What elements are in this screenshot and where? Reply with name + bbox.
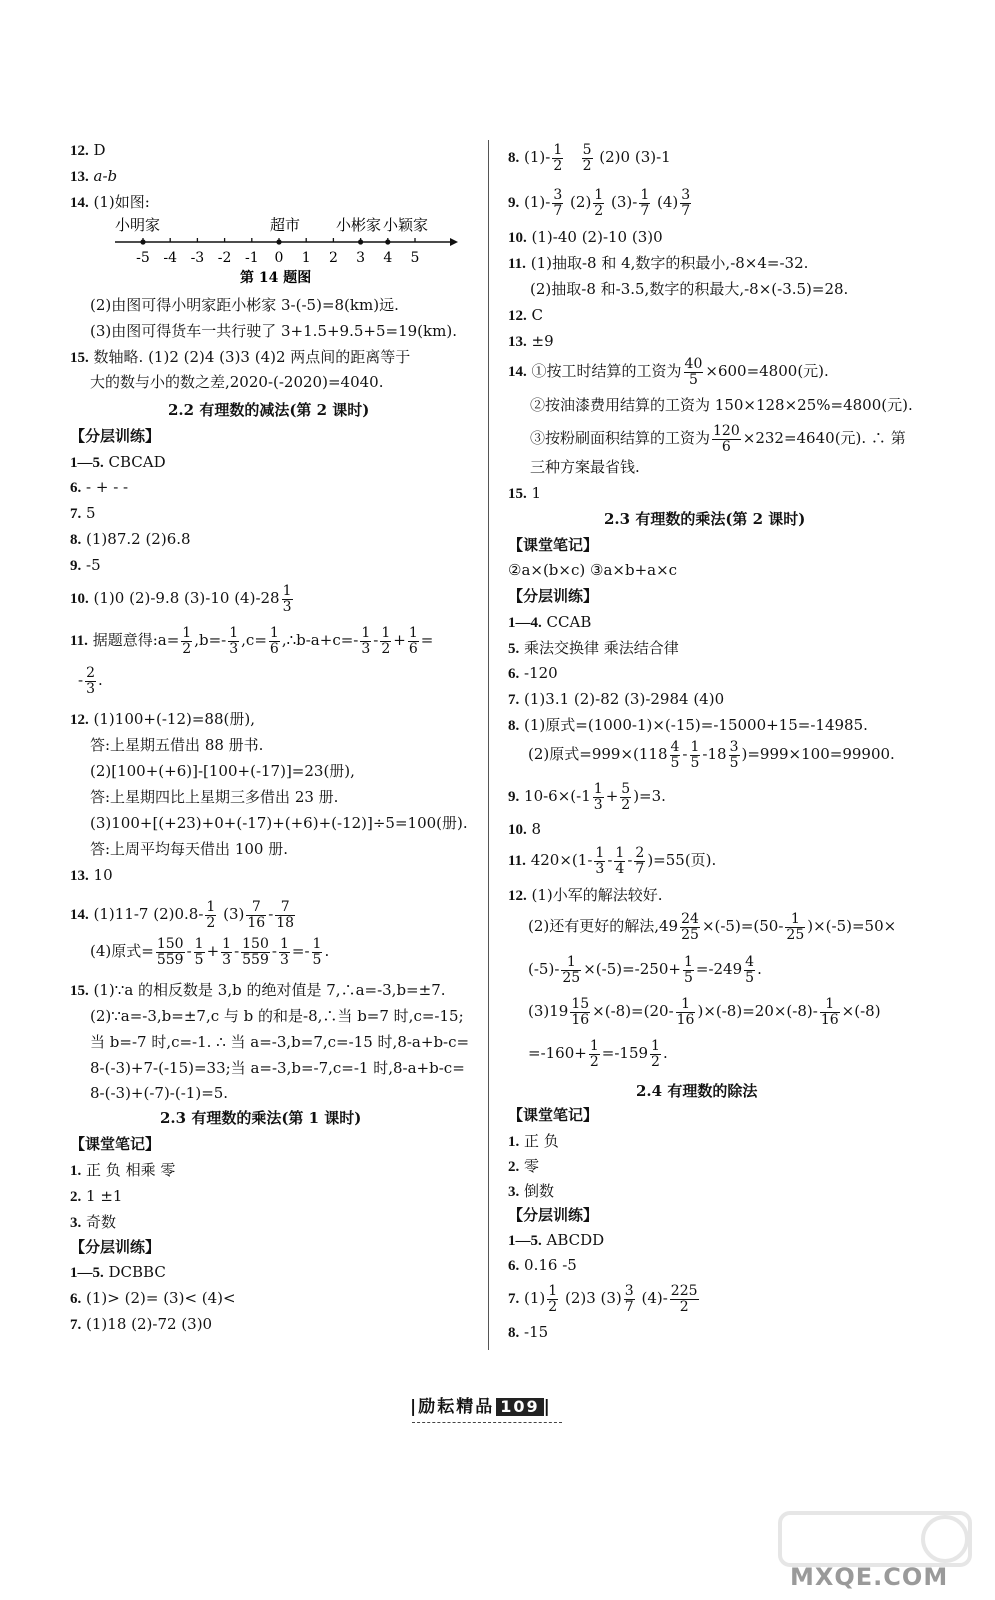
answer-12-line3: (2)[100+(+6)]-[100+(-17)]=23(册), (90, 762, 355, 780)
fraction: $\frac{1}{3}$ (282, 583, 292, 615)
section-2-4-title: 2.4 有理数的除法 (636, 1082, 758, 1100)
answer-15-line2: (2)∵a=-3,b=±7,c 与 b 的和是-8,∴当 b=7 时,c=-15; (90, 1007, 464, 1025)
layered-training-label-2: 【分层训练】 (70, 1238, 161, 1256)
fraction: $\frac{2}{7}$ (635, 845, 645, 877)
answer-r14-line2: ②按油漆费用结算的工资为 150×128×25%=4800(元). (530, 396, 913, 414)
answer-c-12-line5: =-160+ $\frac{1}{2}$ =-159 $\frac{1}{2}$ . (528, 1038, 668, 1070)
answer-7: 7. 5 (70, 504, 96, 522)
fraction: $\frac{1}{3}$ (222, 936, 232, 968)
answer-c-12-line4: (3)19 $\frac{15}{16}$ ×(-8)=(20- $\frac{1}{16}$ )×(-8)=20×(-8)- $\frac{1}{16}$ ×(-8) (528, 996, 881, 1028)
answer-r11-line2: (2)抽取-8 和-3.5,数字的积最大,-8×(-3.5)=28. (530, 280, 849, 298)
axis-point (385, 239, 390, 244)
fraction: $\frac{3}{7}$ (681, 187, 691, 219)
answer-e-7: 7. (1) $\frac{1}{2}$ (2)3 (3) $\frac{3}{7}$ (4)- $\frac{225}{2}$ (508, 1283, 698, 1315)
fraction: $\frac{1}{2}$ (651, 1038, 660, 1070)
axis-point (276, 239, 281, 244)
fraction: $\frac{3}{7}$ (553, 187, 563, 219)
label-xiaobin: 小彬家 (336, 216, 382, 234)
fraction: $\frac{1}{6}$ (269, 625, 279, 657)
answer-13: 13. a-b (70, 167, 118, 185)
answer-15-line3: 当 b=-7 时,c=-1. ∴ 当 a=-3,b=7,c=-15 时,8-a+b-c= (90, 1033, 470, 1051)
answer-12-line5: (3)100+[(+23)+0+(-17)+(+6)+(-12)]÷5=100(册). (90, 814, 468, 832)
axis-tick-label: 3 (356, 250, 366, 266)
axis-tick-label: -1 (244, 250, 259, 266)
axis-tick-label: -3 (190, 250, 205, 266)
answer-r15: 15. 1 (508, 484, 542, 502)
axis-tick-label: -2 (217, 250, 232, 266)
answer-12-line4: 答:上星期四比上星期三多借出 23 册. (90, 788, 339, 806)
answer-c-9: 9. 10-6×(-1 $\frac{1}{3}$ + $\frac{5}{2}$ )=3. (508, 781, 666, 813)
fraction: $\frac{1}{25}$ (562, 954, 581, 986)
answer-e-6: 6. 0.16 -5 (508, 1256, 577, 1274)
fraction: $\frac{15}{16}$ (571, 996, 590, 1028)
section-2-3-part1-title: 2.3 有理数的乘法(第 1 课时) (160, 1109, 362, 1127)
answer-15-line4: 8-(-3)+7-(-15)=33;当 a=-3,b=-7,c=-1 时,8-a+b-c= (90, 1059, 465, 1077)
axis-tick-label: -5 (136, 250, 150, 266)
answer-8: 8. (1)87.2 (2)6.8 (70, 530, 191, 548)
answer-14-2: (2)由图可得小明家距小彬家 3-(-5)=8(km)远. (90, 296, 399, 314)
fraction: $\frac{1}{3}$ (595, 845, 605, 877)
axis-point (140, 239, 145, 244)
fraction: $\frac{3}{7}$ (624, 1283, 634, 1315)
fraction: $\frac{4}{5}$ (670, 739, 680, 771)
answer-c-7: 7. (1)3.1 (2)-82 (3)-2984 (4)0 (508, 690, 725, 708)
answer-r14: 14. ①按工时结算的工资为 $\frac{40}{5}$ ×600=4800(元). (508, 356, 829, 388)
fraction: $\frac{4}{5}$ (745, 954, 755, 986)
answer-r10: 10. (1)-40 (2)-10 (3)0 (508, 228, 663, 246)
class-notes-label-3: 【课堂笔记】 (508, 1106, 599, 1124)
fraction: $\frac{1}{25}$ (786, 911, 805, 943)
fraction: $\frac{1}{5}$ (683, 954, 693, 986)
fraction: $\frac{1}{3}$ (361, 625, 371, 657)
answer-r13: 13. ±9 (508, 332, 554, 350)
answer-b-7: 7. (1)18 (2)-72 (3)0 (70, 1315, 213, 1333)
answer-15-line5: 8-(-3)+(-7)-(-1)=5. (90, 1084, 229, 1102)
answer-r12: 12. C (508, 306, 544, 324)
fraction: $\frac{1}{5}$ (194, 936, 204, 968)
fraction: $\frac{1}{16}$ (676, 996, 695, 1028)
answer-11: 11. 据题意得:a= $\frac{1}{2}$ ,b=- $\frac{1}{3}$ ,c= $\frac{1}{6}$ ,∴b-a+c=- $\frac{1}{3}$ - $\frac{1}{2}$ + $\frac{1}{6}$ = (70, 625, 434, 657)
axis-point (358, 239, 363, 244)
axis-tick-label: 0 (274, 250, 284, 266)
answer-r8: 8. (1)- $\frac{1}{2}$ $\frac{5}{2}$ (2)0 (3)-1 (508, 142, 671, 174)
axis-tick-label: 1 (301, 250, 311, 266)
fraction: $\frac{1}{2}$ (182, 625, 192, 657)
answer-b-6: 6. (1)> (2)= (3)< (4)< (70, 1289, 236, 1307)
answer-15-left: 15. (1)∵a 的相反数是 3,b 的绝对值是 7,∴a=-3,b=±7. (70, 981, 446, 999)
page-number: 109 (496, 1398, 543, 1416)
answer-c-8-line2: (2)原式=999×(118 $\frac{4}{5}$ - $\frac{1}{5}$ -18 $\frac{3}{5}$ )=999×100=99900. (528, 739, 895, 771)
fraction: $\frac{1}{2}$ (553, 142, 563, 174)
answer-11-line2: - $\frac{2}{3}$ . (78, 665, 103, 697)
answer-13-left: 13. 10 (70, 866, 113, 884)
answer-b-1-5: 1—5. DCBBC (70, 1263, 166, 1281)
answer-r9: 9. (1)- $\frac{3}{7}$ (2) $\frac{1}{2}$ (3)- $\frac{1}{7}$ (4) $\frac{3}{7}$ (508, 187, 691, 219)
answer-e-8: 8. -15 (508, 1323, 549, 1341)
layered-training-label-3: 【分层训练】 (508, 587, 599, 605)
answer-9: 9. -5 (70, 556, 101, 574)
fraction: $\frac{1}{2}$ (381, 625, 391, 657)
fraction: $\frac{1}{2}$ (548, 1283, 558, 1315)
note-d3: 3. 倒数 (508, 1182, 555, 1200)
fraction: $\frac{1}{3}$ (279, 936, 289, 968)
fraction: $\frac{1}{2}$ (206, 899, 216, 931)
fraction: $\frac{1}{2}$ (594, 187, 604, 219)
note-d2: 2. 零 (508, 1157, 540, 1175)
answer-c-12-line3: (-5)- $\frac{1}{25}$ ×(-5)=-250+ $\frac{1}{5}$ =-249 $\frac{4}{5}$ . (528, 954, 762, 986)
layered-training-label: 【分层训练】 (70, 427, 161, 445)
fraction: $\frac{1}{3}$ (229, 625, 239, 657)
watermark-text: MXQE.COM (790, 1563, 949, 1591)
note-d1: 1. 正 负 (508, 1132, 559, 1150)
axis-tick-label: 5 (410, 250, 420, 266)
answer-1-5: 1—5. CBCAD (70, 453, 166, 471)
fraction: $\frac{225}{2}$ (670, 1283, 698, 1315)
answer-12-line2: 答:上星期五借出 88 册书. (90, 736, 264, 754)
note-2: 2. 1 ±1 (70, 1187, 123, 1205)
fraction: $\frac{1}{5}$ (312, 936, 322, 968)
note-1: 1. 正 负 相乘 零 (70, 1161, 176, 1179)
fraction: $\frac{150}{559}$ (242, 936, 269, 968)
fraction: $\frac{1}{16}$ (820, 996, 839, 1028)
answer-10: 10. (1)0 (2)-9.8 (3)-10 (4)-28 $\frac{1}{3}$ (70, 583, 292, 615)
answer-c-12-line2: (2)还有更好的解法,49 $\frac{24}{25}$ ×(-5)=(50- $\frac{1}{25}$ )×(-5)=50× (528, 911, 897, 943)
column-divider (488, 140, 489, 1350)
answer-r14-line4: 三种方案最省钱. (530, 458, 640, 476)
layered-training-label-4: 【分层训练】 (508, 1206, 599, 1224)
axis-tick-label: 2 (328, 250, 338, 266)
axis-arrow (450, 238, 458, 246)
fraction: $\frac{120}{6}$ (713, 423, 740, 455)
fraction: $\frac{40}{5}$ (684, 356, 703, 388)
footer-brand: |励耘精品 109 | (410, 1397, 552, 1417)
answer-c-11: 11. 420×(1- $\frac{1}{3}$ - $\frac{1}{4}$ - $\frac{2}{7}$ )=55(页). (508, 845, 717, 877)
fraction: $\frac{3}{5}$ (729, 739, 739, 771)
class-notes-label: 【课堂笔记】 (70, 1135, 161, 1153)
section-2-2-title: 2.2 有理数的减法(第 2 课时) (168, 401, 370, 419)
answer-e-1-5: 1—5. ABCDD (508, 1231, 605, 1249)
figure-caption: 第 14 题图 (240, 270, 312, 286)
answer-c-6: 6. -120 (508, 664, 558, 682)
answer-c-12: 12. (1)小军的解法较好. (508, 886, 663, 904)
answer-c-1-4: 1—4. CCAB (508, 613, 592, 631)
answer-14-3: (3)由图可得货车一共行驶了 3+1.5+9.5+5=19(km). (90, 322, 457, 340)
axis-tick-label: -4 (163, 250, 178, 266)
answer-15-line2: 大的数与小的数之差,2020-(-2020)=4040. (90, 373, 384, 391)
fraction: $\frac{2}{3}$ (86, 665, 95, 697)
page-footer (410, 1398, 552, 1416)
answer-12-left: 12. (1)100+(-12)=88(册), (70, 710, 255, 728)
answer-15: 15. 数轴略. (1)2 (2)4 (3)3 (4)2 两点间的距离等于 (70, 348, 411, 366)
class-notes-label-2: 【课堂笔记】 (508, 536, 599, 554)
answer-12-line6: 答:上周平均每天借出 100 册. (90, 840, 288, 858)
answer-r11: 11. (1)抽取-8 和 4,数字的积最小,-8×4=-32. (508, 254, 809, 272)
fraction: $\frac{5}{2}$ (621, 781, 631, 813)
answer-12: 12. D (70, 141, 106, 159)
footer-dash-line (412, 1422, 562, 1423)
fraction: $\frac{1}{6}$ (408, 625, 418, 657)
label-xiaoying: 小颖家 (383, 216, 429, 234)
label-chaoshi: 超市 (270, 216, 301, 234)
class-notes-2-text: ②a×(b×c) ③a×b+a×c (508, 561, 678, 579)
section-2-3-part2-title: 2.3 有理数的乘法(第 2 课时) (604, 510, 806, 528)
answer-c-10: 10. 8 (508, 820, 542, 838)
answer-14-left: 14. (1)11-7 (2)0.8- $\frac{1}{2}$ (3) $\frac{7}{16}$ - $\frac{7}{18}$ (70, 899, 295, 931)
fraction: $\frac{7}{16}$ (247, 899, 266, 931)
answer-c-8: 8. (1)原式=(1000-1)×(-15)=-15000+15=-14985. (508, 716, 868, 734)
answer-r14-line3: ③按粉刷面积结算的工资为 $\frac{120}{6}$ ×232=4640(元). ∴ 第 (530, 423, 906, 455)
fraction: $\frac{150}{559}$ (156, 936, 184, 968)
answer-14: 14. (1)如图: (70, 193, 150, 211)
fraction: $\frac{24}{25}$ (681, 911, 699, 943)
fraction: $\frac{1}{5}$ (690, 739, 700, 771)
fraction: $\frac{7}{18}$ (276, 899, 295, 931)
fraction: $\frac{1}{2}$ (589, 1038, 599, 1070)
axis-tick-label: 4 (383, 250, 393, 266)
label-xiaoming: 小明家 (115, 216, 161, 234)
fraction: $\frac{1}{3}$ (593, 781, 603, 813)
answer-6: 6. - + - - (70, 478, 129, 496)
answer-c-5: 5. 乘法交换律 乘法结合律 (508, 639, 679, 657)
note-3: 3. 奇数 (70, 1213, 117, 1231)
number-line-figure (110, 200, 470, 290)
answer-14-left-line2: (4)原式= $\frac{150}{559}$ - $\frac{1}{5}$ + $\frac{1}{3}$ - $\frac{150}{559}$ - $\frac{1}{3}$ =- $\frac{1}{5}$ . (90, 936, 330, 968)
fraction: $\frac{1}{7}$ (640, 187, 650, 219)
fraction: $\frac{1}{4}$ (615, 845, 625, 877)
fraction: $\frac{5}{2}$ (582, 142, 592, 174)
